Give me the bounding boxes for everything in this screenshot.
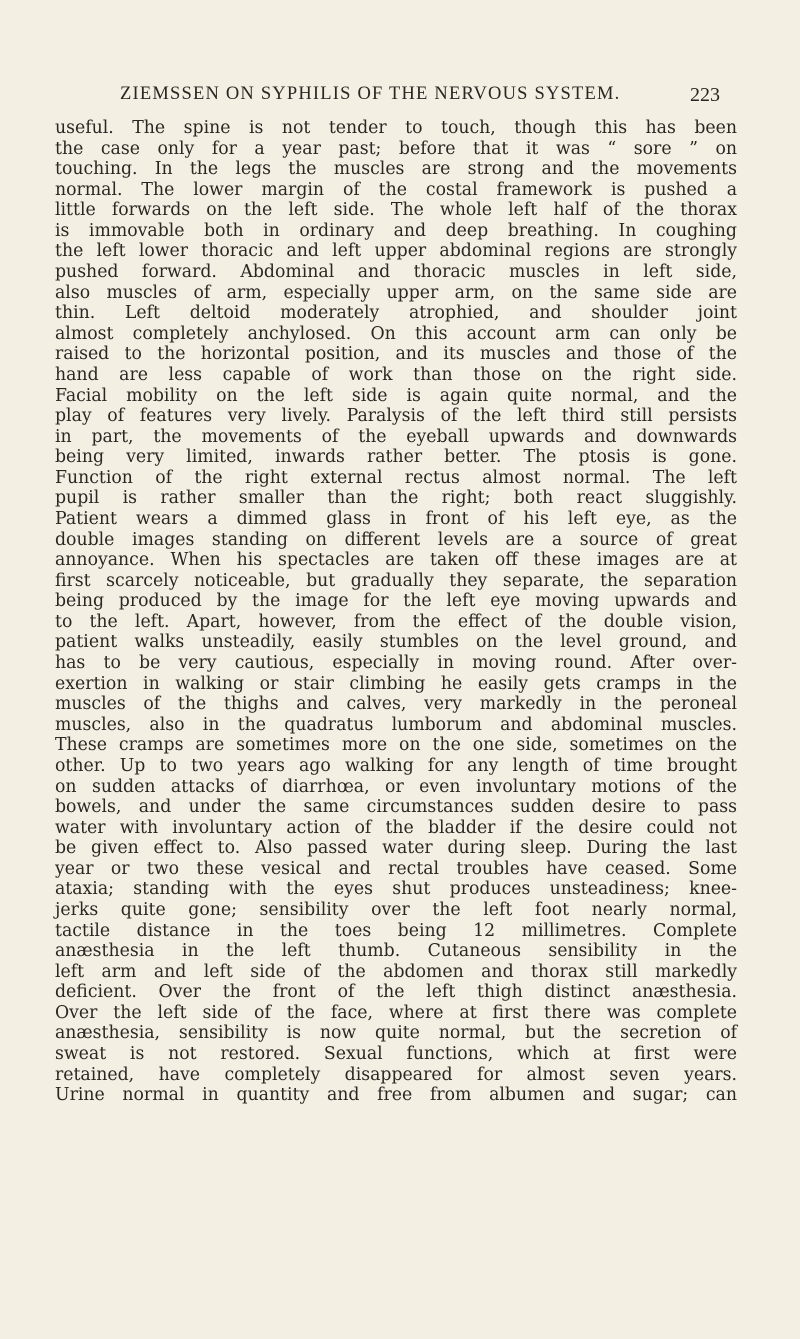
text-line: deficient. Over the front of the left thigh distinct anæsthesia.: [55, 982, 737, 1003]
text-line: almost completely anchylosed. On this account arm can only be: [55, 323, 737, 344]
text-line: muscles, also in the quadratus lumborum and abdominal muscles.: [55, 714, 737, 735]
text-line: be given effect to. Also passed water during sleep. During the last: [55, 838, 737, 859]
text-line: anæsthesia, sensibility is now quite normal, but the secretion of: [55, 1023, 737, 1044]
text-line: left arm and left side of the abdomen and thorax still markedly: [55, 961, 737, 982]
text-line: Patient wears a dimmed glass in front of his left eye, as the: [55, 508, 737, 529]
text-line: These cramps are sometimes more on the one side, sometimes on the: [55, 735, 737, 756]
text-line: pupil is rather smaller than the right; both react sluggishly.: [55, 488, 737, 509]
text-line: normal. The lower margin of the costal framework is pushed a: [55, 179, 737, 200]
text-line: double images standing on different levels are a source of great: [55, 529, 737, 550]
page-number: 223: [690, 84, 720, 106]
text-line: touching. In the legs the muscles are strong and the movements: [55, 159, 737, 180]
text-line: also muscles of arm, especially upper arm, on the same side are: [55, 282, 737, 303]
text-line: Urine normal in quantity and free from albumen and sugar; can: [55, 1085, 737, 1106]
text-line: exertion in walking or stair climbing he easily gets cramps in the: [55, 673, 737, 694]
text-line: annoyance. When his spectacles are taken off these images are at: [55, 550, 737, 571]
text-line: being very limited, inwards rather better. The ptosis is gone.: [55, 447, 737, 468]
text-line: first scarcely noticeable, but gradually they separate, the separation: [55, 570, 737, 591]
text-line: useful. The spine is not tender to touch, though this has been: [55, 118, 737, 138]
text-line: to the left. Apart, however, from the effect of the double vision,: [55, 611, 737, 632]
text-line: jerks quite gone; sensibility over the left foot nearly normal,: [55, 899, 737, 920]
text-line: tactile distance in the toes being 12 millimetres. Complete: [55, 920, 737, 941]
text-line: anæsthesia in the left thumb. Cutaneous sensibility in the: [55, 941, 737, 962]
text-line: being produced by the image for the left eye moving upwards and: [55, 591, 737, 612]
text-line: Over the left side of the face, where at first there was complete: [55, 1002, 737, 1023]
text-line: thin. Left deltoid moderately atrophied, and shoulder joint: [55, 303, 737, 324]
text-line: retained, have completely disappeared for almost seven years.: [55, 1064, 737, 1085]
text-line: little forwards on the left side. The whole left half of the thorax: [55, 200, 737, 221]
text-line: patient walks unsteadily, easily stumbles on the level ground, and: [55, 632, 737, 653]
text-line: play of features very lively. Paralysis of the left third still persists: [55, 406, 737, 427]
text-line: the left lower thoracic and left upper abdominal regions are strongly: [55, 241, 737, 262]
text-line: raised to the horizontal position, and its muscles and those of the: [55, 344, 737, 365]
text-line: muscles of the thighs and calves, very markedly in the peroneal: [55, 694, 737, 715]
text-line: Function of the right external rectus almost normal. The left: [55, 467, 737, 488]
body-paragraph: [55, 118, 737, 1106]
running-head: [120, 84, 720, 112]
text-line: in part, the movements of the eyeball upwards and downwards: [55, 426, 737, 447]
text-line: bowels, and under the same circumstances sudden desire to pass: [55, 797, 737, 818]
text-line: water with involuntary action of the bladder if the desire could not: [55, 817, 737, 838]
text-line: hand are less capable of work than those on the right side.: [55, 364, 737, 385]
text-line: other. Up to two years ago walking for any length of time brought: [55, 755, 737, 776]
text-line: is immovable both in ordinary and deep breathing. In coughing: [55, 220, 737, 241]
text-line: on sudden attacks of diarrhœa, or even involuntary motions of the: [55, 776, 737, 797]
text-line: has to be very cautious, especially in moving round. After over-: [55, 653, 737, 674]
text-line: ataxia; standing with the eyes shut produces unsteadiness; knee-: [55, 879, 737, 900]
text-line: sweat is not restored. Sexual functions, which at first were: [55, 1044, 737, 1065]
running-title: ZIEMSSEN ON SYPHILIS OF THE NERVOUS SYSTEM.: [120, 84, 621, 104]
text-line: the case only for a year past; before that it was “ sore ” on: [55, 138, 737, 159]
text-line: pushed forward. Abdominal and thoracic muscles in left side,: [55, 262, 737, 283]
text-line: year or two these vesical and rectal troubles have ceased. Some: [55, 858, 737, 879]
text-line: Facial mobility on the left side is again quite normal, and the: [55, 385, 737, 406]
